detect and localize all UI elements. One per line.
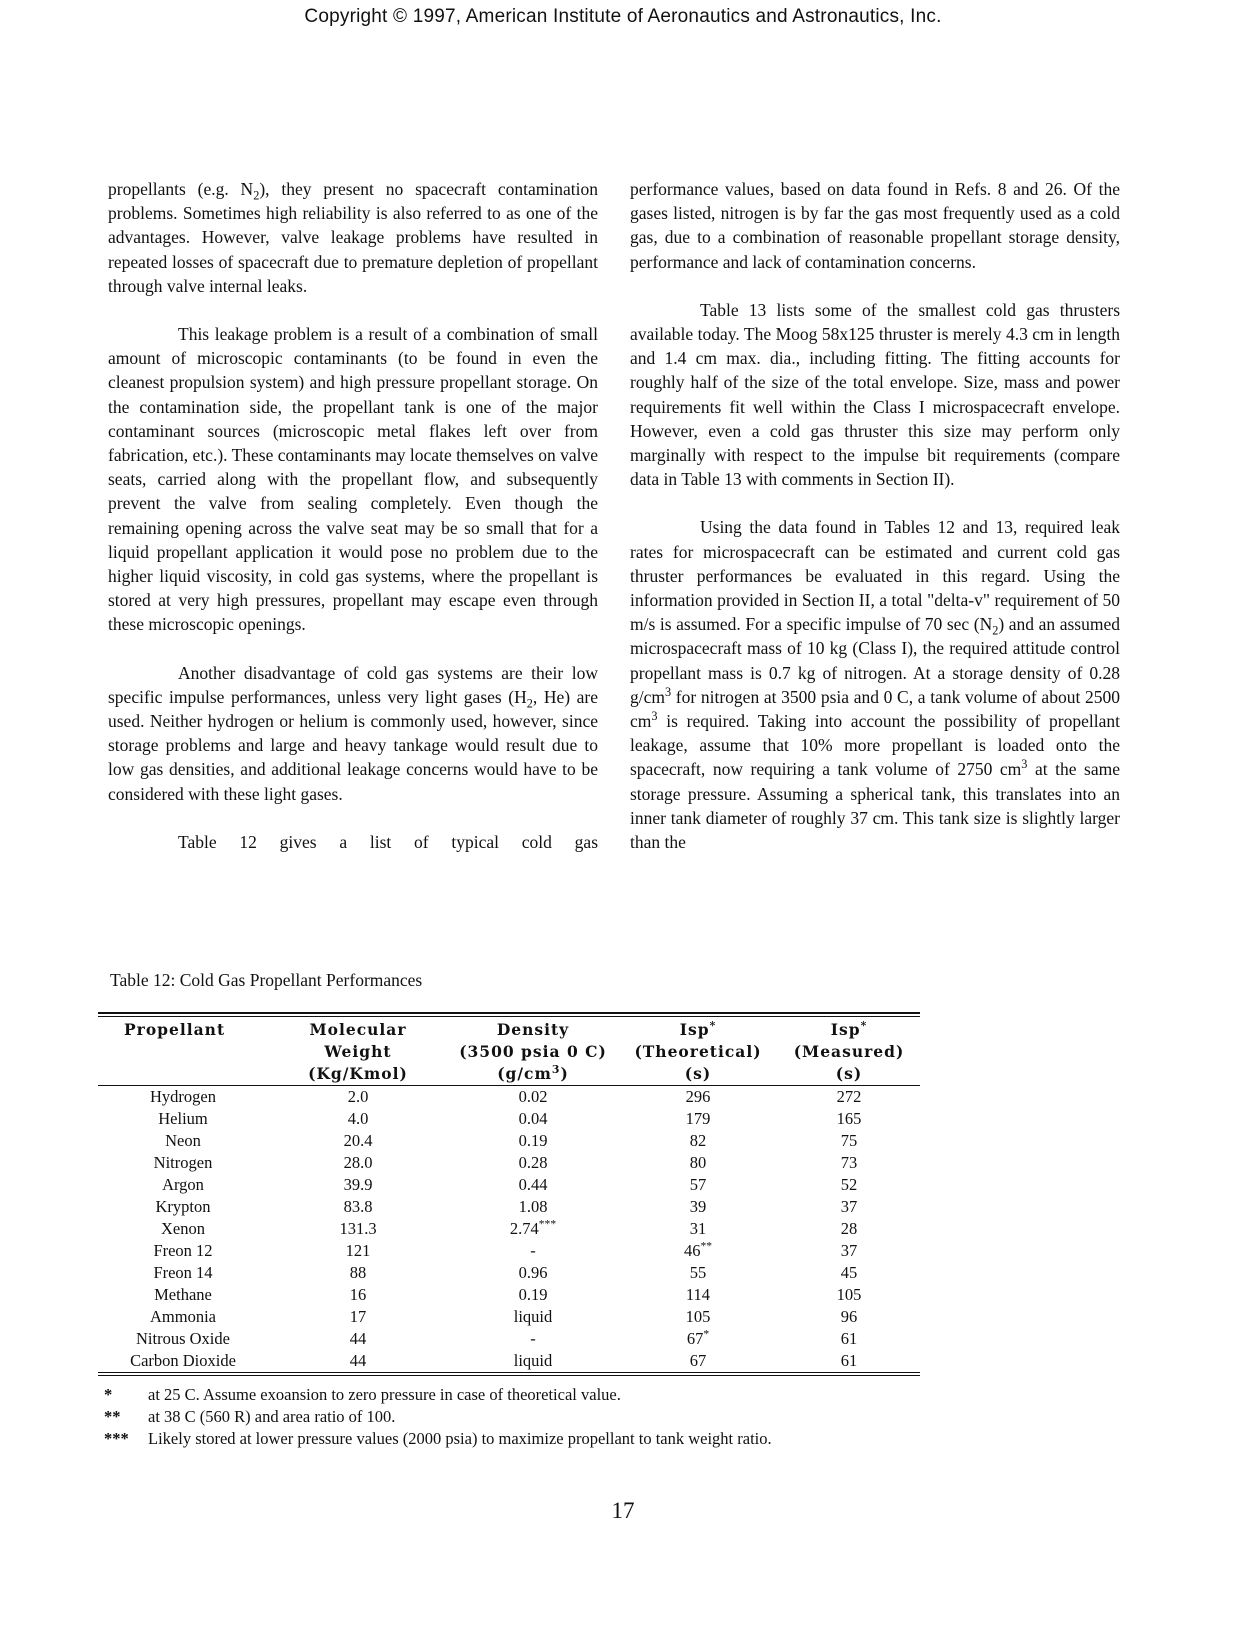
table-row [98, 1086, 920, 1109]
cell-density: 0.96 [518, 1263, 548, 1282]
cell-propellant: Neon [165, 1131, 201, 1150]
header-isp-measured: Isp* (Measured) (s) [778, 1017, 920, 1086]
cell-molecular-weight: 83.8 [343, 1197, 373, 1216]
header-molecular-weight: Molecular Weight (Kg/Kmol) [268, 1017, 448, 1086]
table-row [98, 1350, 920, 1373]
cell-isp-measured: 61 [840, 1329, 858, 1348]
cell-propellant: Hydrogen [150, 1087, 216, 1106]
cell-isp-theoretical: 67 [618, 1350, 778, 1373]
cell-isp-theoretical: 55 [689, 1263, 707, 1282]
cell-isp-theoretical: 114 [685, 1285, 711, 1304]
cell-molecular-weight: 4.0 [347, 1109, 369, 1128]
table-row [98, 1262, 920, 1284]
table-caption: Table 12: Cold Gas Propellant Performances [110, 970, 423, 990]
cell-density: - [530, 1329, 536, 1348]
cell-propellant: Methane [154, 1285, 212, 1304]
cell-propellant: Nitrous Oxide [136, 1329, 230, 1348]
propellant-table [98, 1012, 920, 1376]
table-footnotes [104, 1384, 904, 1450]
cell-density: 0.19 [518, 1285, 548, 1304]
cell-isp-measured: 96 [840, 1307, 858, 1326]
footnote: *** Likely stored at lower pressure values (2000 psia) to maximize propellant to tank weight ratio. [104, 1429, 772, 1448]
page-number: 17 [611, 1498, 635, 1523]
cell-propellant: Xenon [161, 1219, 205, 1238]
cell-propellant: Carbon Dioxide [98, 1350, 268, 1373]
cell-propellant: Krypton [155, 1197, 211, 1216]
right-paragraph-2: Table 13 lists some of the smallest cold gas thrusters available today. The Moog 58x125 thruster is merely 4.3 cm in length and 1.4 cm max. dia., including fitting. The fitting accounts for roughly half of the size of the total envelope. Size, mass and power requirements fit well within the Class I microspacecraft envelope. However, even a cold gas thruster this size may perform only marginally with respect to the impulse bit requirements (compare data in Table 13 with comments in Section II). [630, 299, 1120, 490]
cell-isp-theoretical: 31 [689, 1219, 707, 1238]
cell-isp-theoretical: 105 [685, 1307, 711, 1326]
right-column [630, 177, 1120, 878]
left-paragraph-4: Table 12 gives a list of typical cold gas [178, 831, 598, 852]
cell-isp-theoretical: 82 [689, 1131, 707, 1150]
cell-isp-measured: 75 [840, 1131, 858, 1150]
cell-isp-theoretical: 39 [689, 1197, 707, 1216]
cell-molecular-weight: 131.3 [339, 1219, 377, 1238]
cell-isp-measured: 37 [840, 1197, 858, 1216]
cell-isp-measured: 61 [778, 1350, 920, 1373]
left-paragraph-3: Another disadvantage of cold gas systems are their low specific impulse performances, unless very light gases ($H_2$, He) are used. Neither hydrogen or helium is commonly used, however, since storage problems and large and heavy tankage would result due to low gas densities, and additional leakage concerns would have to be considered with these light gases. [108, 662, 598, 804]
header-density: Density (3500 psia 0 C) $(g/cm^3)$ [448, 1017, 618, 1086]
header-isp-theoretical: Isp* (Theoretical) (s) [618, 1017, 778, 1086]
cell-molecular-weight: 28.0 [343, 1153, 373, 1172]
table-row [98, 1328, 920, 1350]
cell-density: 0.44 [518, 1175, 548, 1194]
table-bottom-rule [98, 1375, 920, 1376]
cell-density: - [530, 1241, 536, 1260]
cell-propellant: Freon 12 [153, 1241, 213, 1260]
left-paragraph-2: This leakage problem is a result of a combination of small amount of microscopic contaminants (to be found in even the cleanest propulsion system) and high pressure propellant storage. On the contamination side, the propellant tank is one of the major contaminant sources (microscopic metal flakes left over from fabrication, etc.). These contaminants may locate themselves on valve seats, carried along with the propellant flow, and subsequently prevent the valve from sealing completely. Even though the remaining opening across the valve seat may be so small that for a liquid propellant application it would pose no problem due to the higher liquid viscosity, in cold gas systems, where the propellant is stored at very high pressures, propellant may escape even through these microscopic openings. [108, 324, 598, 635]
cell-isp-theoretical: 67* [686, 1328, 710, 1348]
cell-molecular-weight: 17 [349, 1307, 367, 1326]
cell-molecular-weight: 121 [345, 1241, 371, 1260]
cell-isp-theoretical: 57 [689, 1175, 707, 1194]
cell-density: 0.04 [518, 1109, 548, 1128]
copyright-header: Copyright © 1997, American Institute of Aeronautics and Astronautics, Inc. [304, 6, 942, 27]
cell-isp-measured: 73 [840, 1153, 858, 1172]
cell-propellant: Helium [158, 1109, 208, 1128]
cell-density: liquid [513, 1307, 553, 1326]
right-paragraph-1: performance values, based on data found in Refs. 8 and 26. Of the gases listed, nitrogen is by far the gas most frequently used as a cold gas, due to a combination of reasonable propellant storage density, performance and lack of contamination concerns. [630, 179, 1120, 272]
table-row [98, 1218, 920, 1240]
right-paragraph-3: Using the data found in Tables 12 and 13, required leak rates for microspacecraft can be estimated and current cold gas thruster performances be evaluated in this regard. Using the information provided in Section II, a total "delta-v" requirement of 50 m/s is assumed. For a specific impulse of 70 $\sec (N_2)$ and an assumed microspacecraft mass of 10 kg (Class I), the required attitude control propellant mass is 0.7 kg of nitrogen. At a storage density of 0.28 $g/cm^3$ for nitrogen at 3500 psia and 0 C, a tank volume of about 2500 $cm^3$ is required. Taking into account the possibility of propellant leakage, assume that 10% more propellant is loaded onto the spacecraft, now requiring a tank volume of 2750 $cm^3$ at the same storage pressure. Assuming a spherical tank, this translates into an inner tank diameter of roughly 37 cm. This tank size is slightly larger than the [630, 517, 1121, 853]
cell-molecular-weight: 20.4 [343, 1131, 373, 1150]
cell-molecular-weight: 44 [268, 1350, 448, 1373]
cell-isp-measured: 165 [836, 1109, 862, 1128]
cell-isp-measured: 37 [840, 1241, 858, 1260]
table-row [98, 1196, 920, 1218]
cell-molecular-weight: 2.0 [347, 1087, 369, 1106]
cell-propellant: Freon 14 [153, 1263, 213, 1282]
table-row [98, 1174, 920, 1196]
left-column [108, 177, 598, 878]
cell-density: liquid [448, 1350, 618, 1373]
table-row [98, 1284, 920, 1306]
cell-propellant: Nitrogen [153, 1153, 213, 1172]
header-propellant: Propellant [98, 1017, 268, 1086]
table-row [98, 1240, 920, 1262]
cell-isp-measured: 52 [840, 1175, 858, 1194]
cell-molecular-weight: 16 [349, 1285, 367, 1304]
cell-molecular-weight: 44 [349, 1329, 367, 1348]
table-row [98, 1108, 920, 1130]
table-row [98, 1306, 920, 1328]
cell-density: 0.28 [518, 1153, 548, 1172]
cell-density: 2.74*** [509, 1218, 557, 1238]
cell-isp-theoretical: 296 [685, 1087, 711, 1106]
left-paragraph-1: propellants (e.g. $N_2$), they present no spacecraft contamination problems. Sometimes high reliability is also referred to as one of the advantages. However, valve leakage problems have resulted in repeated losses of spacecraft due to premature depletion of propellant through valve internal leaks. [108, 179, 598, 296]
cell-density: 1.08 [518, 1197, 548, 1216]
cell-isp-measured: 272 [836, 1087, 862, 1106]
cell-density: 0.19 [518, 1131, 548, 1150]
table-row [98, 1130, 920, 1152]
cell-density: 0.02 [518, 1087, 548, 1106]
cell-molecular-weight: 88 [349, 1263, 367, 1282]
footnote: * at 25 C. Assume exoansion to zero pressure in case of theoretical value. [104, 1385, 621, 1404]
cell-isp-theoretical: 80 [689, 1153, 707, 1172]
cell-molecular-weight: 39.9 [343, 1175, 373, 1194]
cell-isp-theoretical: 179 [685, 1109, 711, 1128]
cell-isp-measured: 105 [836, 1285, 862, 1304]
table-row [98, 1152, 920, 1174]
cell-isp-measured: 45 [840, 1263, 858, 1282]
cell-isp-theoretical: 46** [683, 1240, 713, 1260]
table-header-row [98, 1017, 920, 1086]
cell-isp-measured: 28 [840, 1219, 858, 1238]
footnote: ** at 38 C (560 R) and area ratio of 100. [104, 1407, 396, 1426]
cell-propellant: Ammonia [150, 1307, 216, 1326]
cell-propellant: Argon [162, 1175, 204, 1194]
